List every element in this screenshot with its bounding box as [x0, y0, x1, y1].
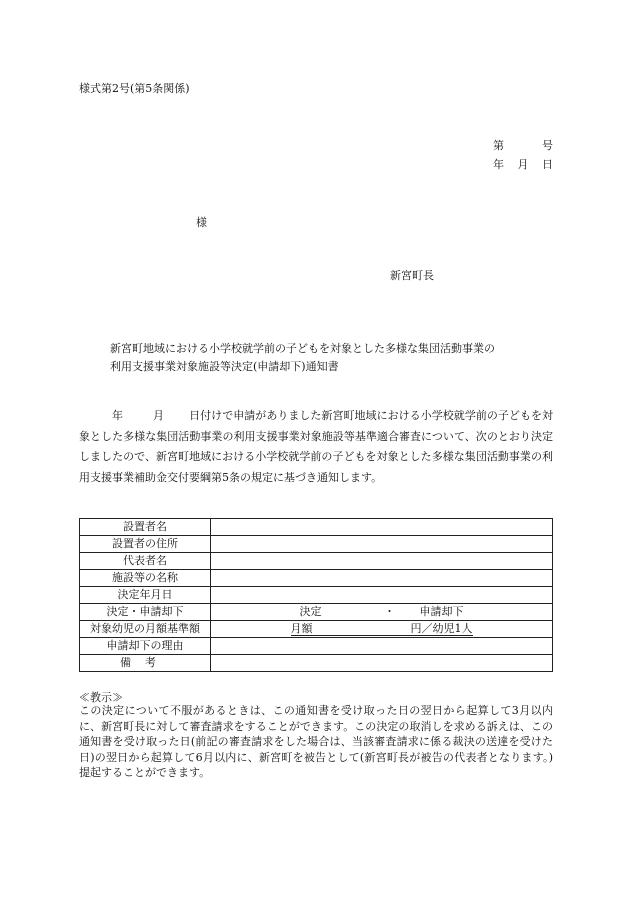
row-value: [211, 553, 553, 570]
table-row: [80, 655, 553, 672]
decision-options: [300, 604, 464, 620]
table-row: [80, 519, 553, 536]
row-label: 対象幼児の月額基準額: [80, 621, 211, 638]
body-text: 日付けで申請がありました新宮町地域における小学校就学前の子どもを対象とした多様な集団活動事業の利用支援事業対象施設等基準適合審査について、次のとおり決定しましたので、新宮町地域における小学校就学前の子どもを対象とした多様な集団活動事業の利用支援事業補助金交付要綱第5条の規定に基づき通知します。: [79, 409, 554, 484]
decision-separator: ・: [384, 605, 395, 618]
row-label: 申請却下の理由: [80, 638, 211, 655]
row-value: [211, 655, 553, 672]
date-day-label: 日: [542, 158, 553, 171]
title-line-2: 利用支援事業対象施設等決定(申請却下)通知書: [110, 360, 339, 373]
row-label: 設置者の住所: [80, 536, 211, 553]
row-label: 設置者名: [80, 519, 211, 536]
notice-heading: ≪教示≫: [79, 691, 123, 704]
table-row: [80, 570, 553, 587]
row-value: [211, 570, 553, 587]
date-year-label: 年: [493, 158, 504, 171]
document-title: [110, 340, 550, 376]
table-row: [80, 587, 553, 604]
table-row: [80, 638, 553, 655]
number-label-suffix: 号: [542, 139, 553, 152]
row-value: [211, 638, 553, 655]
row-label: 決定年月日: [80, 587, 211, 604]
amount-suffix: 円／幼児1人: [410, 622, 473, 635]
body-month-label: 月: [153, 409, 165, 422]
addressee-honorific: 様: [196, 216, 207, 229]
table-row: [80, 553, 553, 570]
row-value: [211, 519, 553, 536]
notice-text: この決定について不服があるときは、この通知書を受け取った日の翌日から起算して3月以内に、新宮町長に対して審査請求をすることができます。この決定の取消しを求める訴えは、この通知書を受け取った日(前記の審査請求をした場合は、当該審査請求に係る裁決の送達を受けた日)の翌日から起算して6月以内に、新宮町を被告として(新宮町長が被告の代表者となります。)提起することができます。: [79, 704, 553, 779]
body-year-label: 年: [112, 409, 124, 422]
table-row: [80, 604, 553, 621]
info-table: [79, 518, 553, 672]
table-row: [80, 536, 553, 553]
table-row: [80, 621, 553, 638]
amount-cell: [211, 621, 553, 638]
row-value: [211, 536, 553, 553]
issuer-name: 新宮町長: [390, 269, 434, 282]
amount-prefix: 月額: [290, 622, 313, 635]
row-label: 代表者名: [80, 553, 211, 570]
document-number: [493, 137, 553, 153]
rejection-option: 申請却下: [419, 605, 464, 618]
number-label-prefix: 第: [493, 139, 504, 152]
row-value: [211, 587, 553, 604]
date-month-label: 月: [517, 158, 529, 171]
decision-option: 決定: [299, 605, 322, 618]
row-label: 備考: [80, 655, 211, 672]
title-line-1: 新宮町地域における小学校就学前の子どもを対象とした多様な集団活動事業の: [110, 342, 495, 355]
decision-cell: [211, 604, 553, 621]
row-label: 施設等の名称: [80, 570, 211, 587]
document-date: [493, 156, 553, 172]
row-label: 決定・申請却下: [80, 604, 211, 621]
body-paragraph: [79, 406, 553, 488]
monthly-amount: [291, 622, 473, 636]
form-number: 様式第2号(第5条関係): [79, 82, 190, 95]
